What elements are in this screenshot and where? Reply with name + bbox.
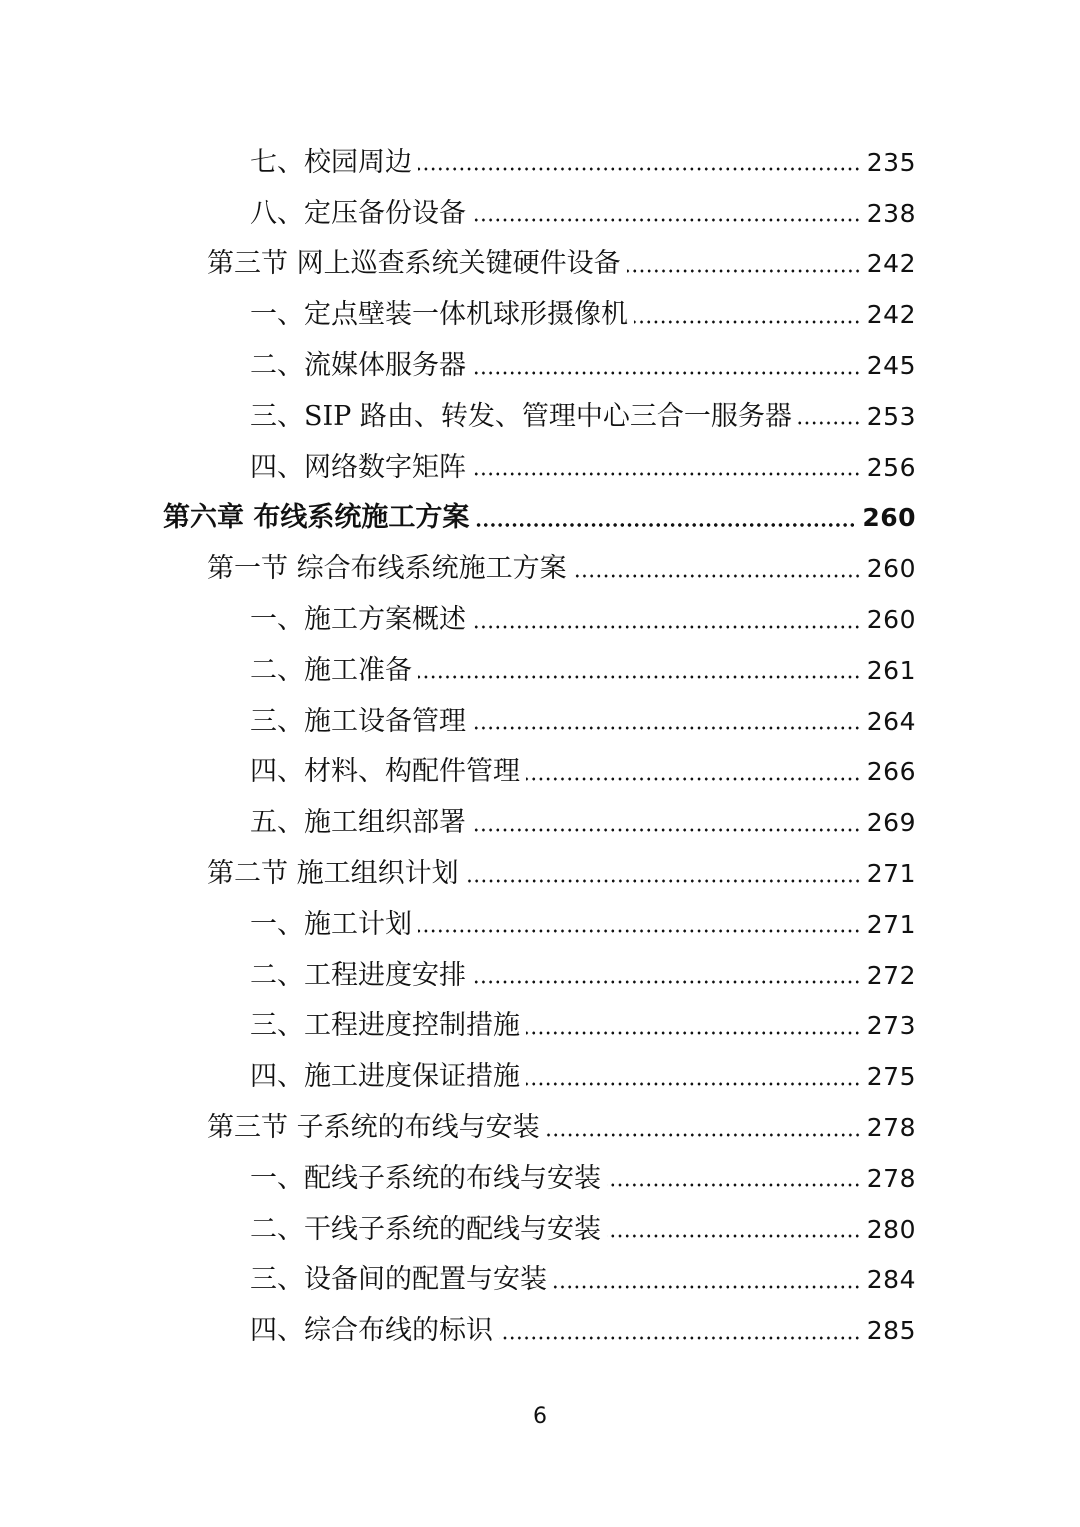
- toc-entry-section[interactable]: [0, 543, 1080, 594]
- toc-entry-title: 四、综合布线的标识: [250, 1315, 493, 1347]
- toc-entry-sub[interactable]: [0, 1153, 1080, 1204]
- toc-entry-page: 261: [866, 655, 916, 685]
- toc-entry-page: 242: [866, 249, 916, 279]
- dot-leader: [627, 269, 861, 273]
- toc-entry-page: 242: [866, 300, 916, 330]
- dot-leader: [465, 879, 861, 883]
- toc-entry-page: 260: [866, 605, 916, 635]
- toc-entry-section[interactable]: [0, 848, 1080, 899]
- toc-entry-sub[interactable]: [0, 442, 1080, 493]
- dot-leader: [607, 1183, 861, 1187]
- page-number: 6: [533, 1404, 547, 1429]
- dot-leader: [418, 929, 861, 933]
- toc-entry-page: 275: [866, 1062, 916, 1092]
- toc-entry-sub[interactable]: [0, 188, 1080, 239]
- table-of-contents: [0, 137, 1080, 1356]
- toc-entry-title: 第二节 施工组织计划: [207, 858, 459, 890]
- toc-entry-page: 245: [866, 351, 916, 381]
- toc-entry-title: 第六章 布线系统施工方案: [163, 502, 470, 534]
- toc-entry-title: 一、施工计划: [250, 908, 412, 940]
- toc-entry-sub[interactable]: [0, 289, 1080, 340]
- toc-entry-sub[interactable]: [0, 137, 1080, 188]
- toc-entry-title: 三、设备间的配置与安装: [250, 1264, 547, 1296]
- toc-entry-page: 271: [866, 859, 916, 889]
- dot-leader: [526, 1031, 861, 1035]
- toc-entry-title: 四、施工进度保证措施: [250, 1061, 520, 1093]
- toc-entry-chapter[interactable]: [0, 493, 1080, 544]
- dot-leader: [472, 726, 861, 730]
- toc-entry-sub[interactable]: [0, 1001, 1080, 1052]
- toc-entry-page: 238: [866, 198, 916, 228]
- toc-entry-title: 二、流媒体服务器: [250, 350, 466, 382]
- toc-entry-page: 284: [866, 1265, 916, 1295]
- dot-leader: [526, 777, 861, 781]
- toc-entry-title: 一、施工方案概述: [250, 604, 466, 636]
- toc-entry-title: 七、校园周边: [250, 146, 412, 178]
- toc-entry-title: 第一节 综合布线系统施工方案: [207, 553, 567, 585]
- toc-entry-page: 235: [866, 147, 916, 177]
- toc-entry-title: 四、网络数字矩阵: [250, 451, 466, 483]
- dot-leader: [798, 421, 861, 425]
- toc-entry-sub[interactable]: [0, 696, 1080, 747]
- toc-entry-title: 三、SIP 路由、转发、管理中心三合一服务器: [250, 400, 792, 432]
- toc-entry-sub[interactable]: [0, 797, 1080, 848]
- toc-entry-sub[interactable]: [0, 1255, 1080, 1306]
- dot-leader: [499, 1336, 861, 1340]
- toc-entry-title: 二、工程进度安排: [250, 959, 466, 991]
- dot-leader: [553, 1285, 861, 1289]
- toc-entry-page: 266: [866, 757, 916, 787]
- toc-entry-title: 三、施工设备管理: [250, 705, 466, 737]
- toc-entry-sub[interactable]: [0, 391, 1080, 442]
- dot-leader: [472, 980, 861, 984]
- toc-entry-section[interactable]: [0, 239, 1080, 290]
- dot-leader: [418, 167, 861, 171]
- dot-leader: [472, 828, 861, 832]
- toc-entry-page: 269: [866, 808, 916, 838]
- dot-leader: [573, 574, 861, 578]
- toc-entry-title: 四、材料、构配件管理: [250, 756, 520, 788]
- toc-entry-title: 一、定点壁装一体机球形摄像机: [250, 299, 628, 331]
- toc-entry-sub[interactable]: [0, 899, 1080, 950]
- dot-leader: [546, 1133, 861, 1137]
- toc-entry-section[interactable]: [0, 1102, 1080, 1153]
- toc-entry-title: 五、施工组织部署: [250, 807, 466, 839]
- dot-leader: [475, 523, 856, 527]
- dot-leader: [472, 472, 861, 476]
- dot-leader: [607, 1234, 861, 1238]
- toc-entry-page: 260: [862, 503, 916, 533]
- dot-leader: [526, 1082, 861, 1086]
- dot-leader: [472, 625, 861, 629]
- dot-leader: [634, 320, 861, 324]
- toc-entry-page: 278: [866, 1113, 916, 1143]
- toc-entry-page: 285: [866, 1316, 916, 1346]
- toc-entry-sub[interactable]: [0, 1051, 1080, 1102]
- toc-entry-title: 一、配线子系统的布线与安装: [250, 1162, 601, 1194]
- dot-leader: [418, 675, 861, 679]
- toc-entry-sub[interactable]: [0, 340, 1080, 391]
- toc-entry-title: 二、施工准备: [250, 654, 412, 686]
- toc-entry-title: 第三节 子系统的布线与安装: [207, 1112, 540, 1144]
- toc-entry-page: 280: [866, 1214, 916, 1244]
- toc-entry-sub[interactable]: [0, 594, 1080, 645]
- toc-entry-page: 253: [866, 401, 916, 431]
- toc-entry-page: 260: [866, 554, 916, 584]
- toc-entry-page: 272: [866, 960, 916, 990]
- toc-entry-page: 278: [866, 1163, 916, 1193]
- toc-entry-sub[interactable]: [0, 747, 1080, 798]
- toc-entry-title: 八、定压备份设备: [250, 197, 466, 229]
- toc-entry-sub[interactable]: [0, 950, 1080, 1001]
- dot-leader: [472, 218, 861, 222]
- toc-entry-sub[interactable]: [0, 645, 1080, 696]
- toc-entry-page: 273: [866, 1011, 916, 1041]
- toc-entry-page: 271: [866, 909, 916, 939]
- toc-entry-page: 264: [866, 706, 916, 736]
- toc-entry-sub[interactable]: [0, 1204, 1080, 1255]
- toc-entry-title: 第三节 网上巡查系统关键硬件设备: [207, 248, 621, 280]
- toc-entry-sub[interactable]: [0, 1305, 1080, 1356]
- dot-leader: [472, 371, 861, 375]
- toc-entry-page: 256: [866, 452, 916, 482]
- toc-entry-title: 二、干线子系统的配线与安装: [250, 1213, 601, 1245]
- toc-entry-title: 三、工程进度控制措施: [250, 1010, 520, 1042]
